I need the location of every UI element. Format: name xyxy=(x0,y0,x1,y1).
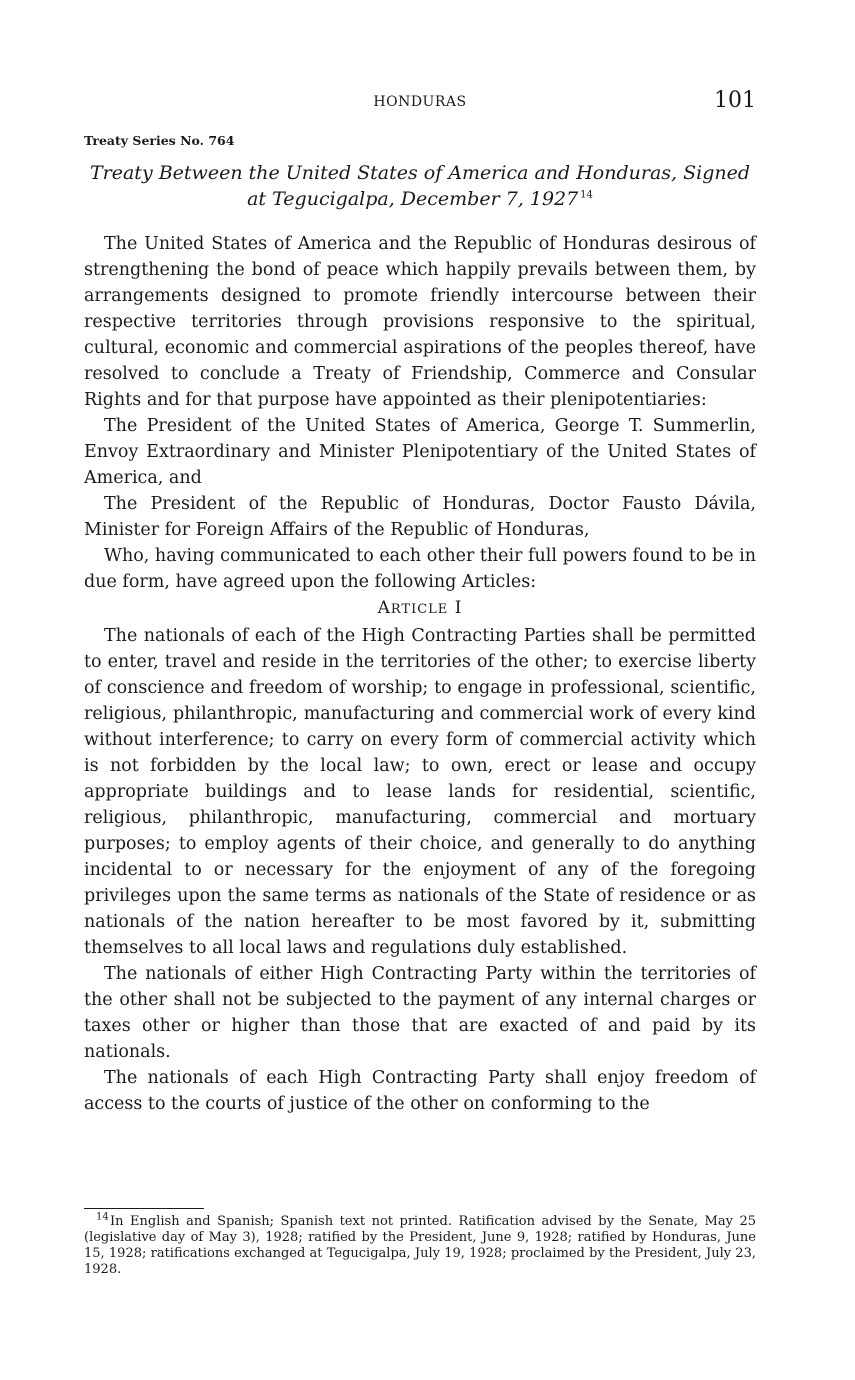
preamble-paragraph: The President of the Republic of Honduras, Doctor Fausto Dávila, Minister for Foreign Affairs of the Republic of Honduras, xyxy=(84,494,756,540)
preamble-paragraph: The United States of America and the Republic of Honduras desirous of strengthening the bond of peace which happily prevails between them, by arrangements designed to promote friendly intercourse between their respective territories through provisions responsive to the spiritual, cultural, economic and commercial aspirations of the peoples thereof, have resolved to conclude a Treaty of Friendship, Commerce and Consular Rights and for that purpose have appointed as their plenipotentiaries: xyxy=(84,234,756,410)
footnote-text: In English and Spanish; Spanish text not printed. Ratification advised by the Senate, May 25 (legislative day of May 3), 1928; ratified by the President, June 9, 1928; ratified by Honduras, June 15, 1928; ratifications exchanged at Tegucigalpa, July 19, 1928; proclaimed by the President, July 23, 1928. xyxy=(84,1214,756,1277)
article-paragraph: The nationals of each of the High Contracting Parties shall be permitted to enter, travel and reside in the territories of the other; to exercise liberty of conscience and freedom of worship; to engage in professional, scientific, religious, philanthropic, manufacturing and commercial work of every kind without interference; to carry on every form of commercial activity which is not forbidden by the local law; to own, erect or lease and occupy appropriate buildings and to lease lands for residential, scientific, religious, philanthropic, manufacturing, commercial and mortuary purposes; to employ agents of their choice, and generally to do anything incidental to or necessary for the enjoyment of any of the foregoing privileges upon the same terms as nationals of the State of residence or as nationals of the nation hereafter to be most favored by it, submitting themselves to all local laws and regulations duly established. xyxy=(84,626,756,958)
running-head-title: HONDURAS xyxy=(373,94,467,110)
preamble-paragraph: Who, having communicated to each other their full powers found to be in due form, have agreed upon the following Articles: xyxy=(84,546,756,592)
article-numeral: I xyxy=(454,598,463,618)
heading-line-1: Treaty Between the United States of America and Honduras, Signed xyxy=(89,162,751,184)
article-paragraph: The nationals of each High Contracting Party shall enjoy freedom of access to the courts of justice of the other on conforming to the xyxy=(84,1068,756,1114)
page-number: 101 xyxy=(714,88,756,113)
article-title-smallcaps: RTICLE xyxy=(390,602,449,617)
article-title-initial: A xyxy=(377,598,391,618)
document-page xyxy=(84,0,756,1380)
heading-line-2 xyxy=(84,186,756,212)
article-paragraph: The nationals of either High Contracting Party within the territories of the other shall not be subjected to the payment of any internal charges or taxes other or higher than those that are exacted of and paid by its nationals. xyxy=(84,964,756,1062)
footnote-rule xyxy=(84,1208,204,1209)
treaty-body xyxy=(84,231,756,1117)
heading-footnote-ref: 14 xyxy=(580,189,593,201)
treaty-series-label: Treaty Series No. 764 xyxy=(84,133,235,148)
preamble-paragraph: The President of the United States of America, George T. Summerlin, Envoy Extraordinary and Minister Plenipotentiary of the United States of America, and xyxy=(84,416,756,488)
footnote xyxy=(84,1211,756,1278)
treaty-heading xyxy=(84,160,756,212)
footnote-marker: 14 xyxy=(96,1211,109,1223)
running-head xyxy=(84,88,756,116)
heading-line-2-text: at Tegucigalpa, December 7, 1927 xyxy=(247,188,579,210)
article-title xyxy=(84,595,756,623)
